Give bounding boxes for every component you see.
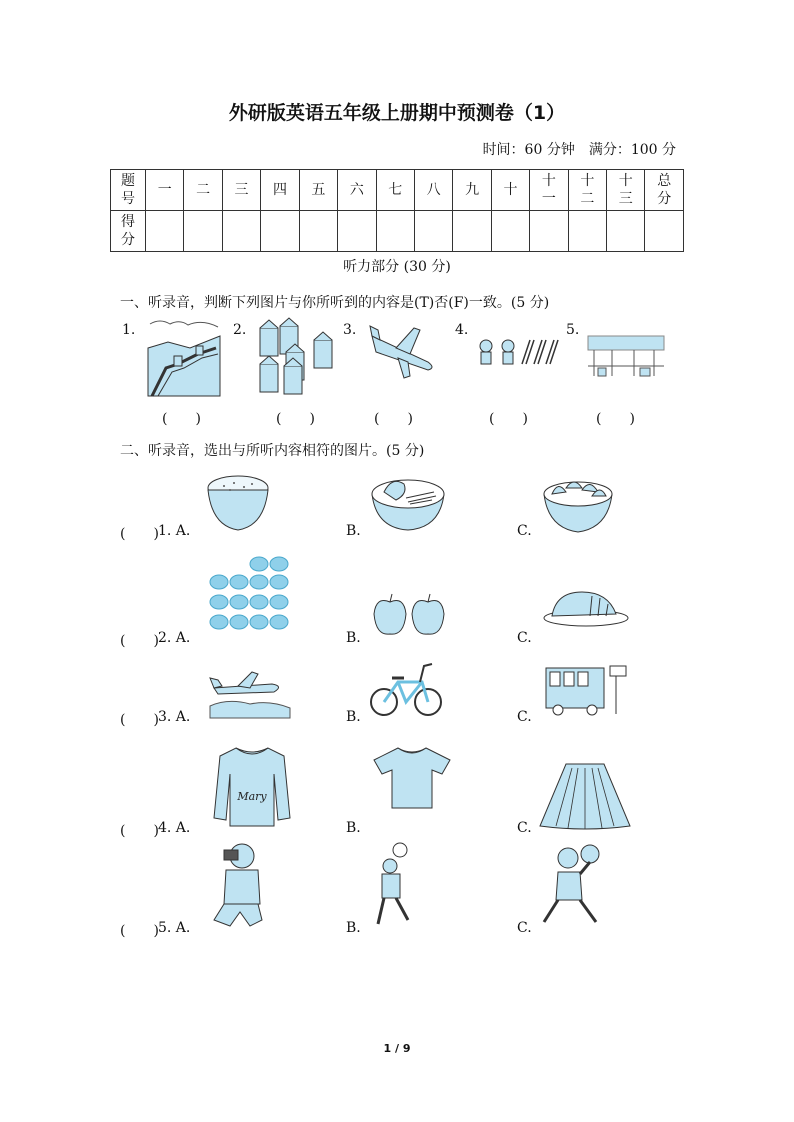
rice-bowl-icon [204, 474, 272, 534]
score-table-header-cell: 十 [491, 170, 529, 211]
q4-option-b[interactable]: B. [346, 820, 361, 836]
s1-answer-2[interactable]: ( ) [276, 411, 315, 427]
score-table-header-cell: 一 [146, 170, 184, 211]
s1-answer-4[interactable]: ( ) [489, 411, 528, 427]
score-table-header-cell: 总 分 [645, 170, 684, 211]
great-wall-icon [148, 318, 220, 396]
basketball-player-icon [540, 844, 606, 928]
q5-option-b[interactable]: B. [346, 920, 361, 936]
q4-paren[interactable]: ( ) [120, 823, 159, 839]
score-cell[interactable] [453, 211, 491, 252]
q1-paren[interactable]: ( ) [120, 526, 159, 542]
q4-option-c[interactable]: C. [517, 820, 532, 836]
q3-option-b[interactable]: B. [346, 709, 361, 725]
q2-paren[interactable]: ( ) [120, 633, 159, 649]
q2-option-a[interactable]: 2. A. [158, 630, 191, 646]
score-table-header-cell: 三 [222, 170, 260, 211]
score-table-row-label: 得 分 [111, 211, 146, 252]
score-table-header-cell: 九 [453, 170, 491, 211]
s1-item-1-num: 1. [122, 322, 136, 338]
score-table-header-cell: 七 [376, 170, 414, 211]
score-cell[interactable] [530, 211, 568, 252]
exam-meta: 时间：60 分钟 满分：100 分 [482, 142, 676, 158]
score-cell[interactable] [645, 211, 684, 252]
score-cell[interactable] [568, 211, 606, 252]
photographer-icon [210, 842, 266, 928]
q3-option-a[interactable]: 3. A. [158, 709, 191, 725]
noodle-bowl-icon [370, 470, 446, 532]
s1-answer-1[interactable]: ( ) [162, 411, 201, 427]
s1-answer-3[interactable]: ( ) [374, 411, 413, 427]
score-cell[interactable] [338, 211, 376, 252]
s1-item-5-num: 5. [566, 322, 580, 338]
apples-icon [372, 592, 448, 638]
score-table-header-label: 题 号 [111, 170, 146, 211]
score-table-header-cell: 十 三 [607, 170, 645, 211]
section2-heading: 二、听录音，选出与所听内容相符的图片。(5 分) [120, 443, 425, 459]
q2-option-b[interactable]: B. [346, 630, 361, 646]
q5-option-c[interactable]: C. [517, 920, 532, 936]
page-title: 外研版英语五年级上册期中预测卷（1） [228, 102, 566, 124]
bike-icon [370, 660, 442, 718]
q2-option-c[interactable]: C. [517, 630, 532, 646]
score-table [110, 169, 684, 252]
s1-item-2-num: 2. [233, 322, 247, 338]
score-table-header-cell: 五 [299, 170, 337, 211]
score-cell[interactable] [414, 211, 452, 252]
q5-paren[interactable]: ( ) [120, 923, 159, 939]
score-cell[interactable] [376, 211, 414, 252]
table-row [111, 211, 684, 252]
section1-heading: 一、听录音，判断下列图片与你所听到的内容是(T)否(F)一致。(5 分) [120, 295, 550, 311]
page-number: 1 / 9 [383, 1042, 411, 1055]
score-cell[interactable] [146, 211, 184, 252]
football-player-icon [374, 842, 414, 928]
score-table-header-cell: 十 二 [568, 170, 606, 211]
score-table-header-cell: 八 [414, 170, 452, 211]
q1-option-a[interactable]: 1. A. [158, 523, 191, 539]
score-cell[interactable] [299, 211, 337, 252]
bus-icon [544, 662, 632, 716]
q4-option-a[interactable]: 4. A. [158, 820, 191, 836]
q1-option-b[interactable]: B. [346, 523, 361, 539]
q1-option-c[interactable]: C. [517, 523, 532, 539]
park-icon [588, 336, 664, 380]
q5-option-a[interactable]: 5. A. [158, 920, 191, 936]
s1-answer-5[interactable]: ( ) [596, 411, 635, 427]
bread-icon [542, 584, 630, 628]
score-cell[interactable] [607, 211, 645, 252]
airplane-icon [208, 664, 292, 718]
skirt-icon [538, 760, 632, 832]
score-cell[interactable] [184, 211, 222, 252]
sweets-icon [207, 556, 299, 640]
chopsticks-icon [478, 336, 558, 368]
s1-item-4-num: 4. [455, 322, 469, 338]
sweater-text: Mary [237, 790, 267, 803]
q3-option-c[interactable]: C. [517, 709, 532, 725]
score-table-header-cell: 六 [338, 170, 376, 211]
listening-heading: 听力部分 (30 分) [343, 259, 451, 275]
t-shirt-icon [372, 744, 452, 810]
score-cell[interactable] [222, 211, 260, 252]
score-cell[interactable] [491, 211, 529, 252]
score-table-header-cell: 二 [184, 170, 222, 211]
q3-paren[interactable]: ( ) [120, 712, 159, 728]
score-table-header-cell: 十 一 [530, 170, 568, 211]
table-row [111, 170, 684, 211]
plane-icon [368, 322, 438, 382]
milk-cartons-icon [258, 318, 334, 396]
score-table-header-cell: 四 [261, 170, 299, 211]
s1-item-3-num: 3. [343, 322, 357, 338]
dumpling-bowl-icon [542, 474, 614, 534]
sweater-icon [212, 744, 292, 830]
score-cell[interactable] [261, 211, 299, 252]
